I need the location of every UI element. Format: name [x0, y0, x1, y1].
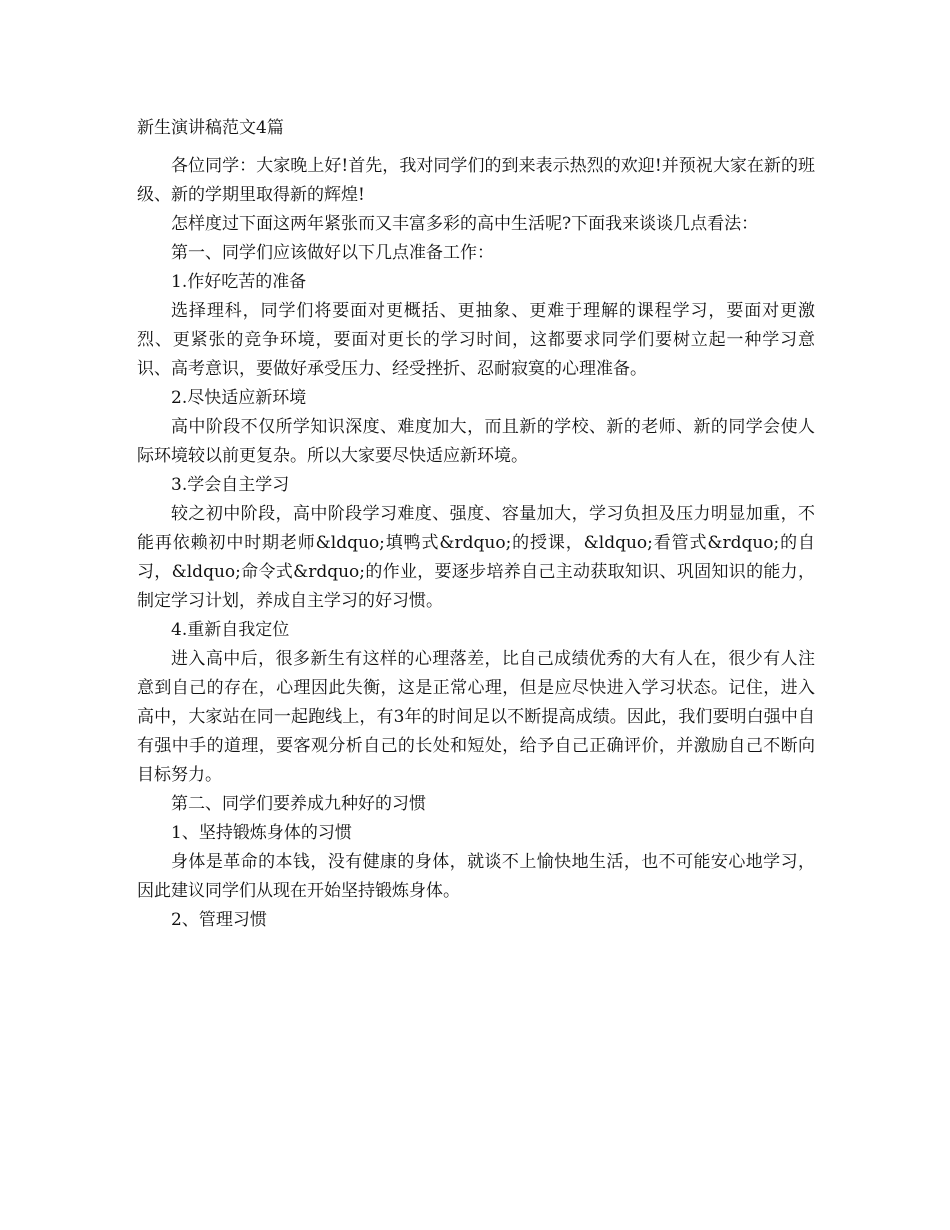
paragraph-intro: 怎样度过下面这两年紧张而又丰富多彩的高中生活呢?下面我来谈谈几点看法：: [171, 214, 759, 234]
paragraph-greeting: 各位同学：大家晚上好!首先，我对同学们的到来表示热烈的欢迎!并预祝大家在新的班级、新的学期里取得新的辉煌!: [137, 156, 815, 205]
paragraph-hardship: 选择理科，同学们将要面对更概括、更抽象、更难于理解的课程学习，要面对更激烈、更紧张的竞争环境，要面对更长的学习时间，这都要求同学们要树立起一种学习意识、高考意识，要做好承受压力、经受挫折、忍耐寂寞的心理准备。: [137, 301, 815, 379]
paragraph-self-positioning: 进入高中后，很多新生有这样的心理落差，比自己成绩优秀的大有人在，很少有人注意到自己的存在，心理因此失衡，这是正常心理，但是应尽快进入学习状态。记住，进入高中，大家站在同一起跑线上，有3年的时间足以不断提高成绩。因此，我们要明白强中自有强中手的道理，要客观分析自己的长处和短处，给予自己正确评价，并激励自己不断向目标努力。: [137, 649, 815, 785]
section-heading-preparation: 第一、同学们应该做好以下几点准备工作：: [171, 243, 494, 263]
subheading-exercise: 1、坚持锻炼身体的习惯: [171, 823, 352, 843]
section-heading-habits: 第二、同学们要养成九种好的习惯: [171, 794, 426, 814]
subheading-new-environment: 2.尽快适应新环境: [171, 388, 307, 408]
subheading-management: 2、管理习惯: [171, 910, 267, 930]
paragraph-new-environment: 高中阶段不仅所学知识深度、难度加大，而且新的学校、新的老师、新的同学会使人际环境较以前更复杂。所以大家要尽快适应新环境。: [137, 417, 815, 466]
document-title: 新生演讲稿范文4篇: [137, 118, 284, 138]
document-body: [137, 152, 815, 935]
paragraph-self-study: 较之初中阶段，高中阶段学习难度、强度、容量加大，学习负担及压力明显加重，不能再依赖初中时期老师&ldquo;填鸭式&rdquo;的授课，&ldquo;看管式&rdquo;的自习，&ldquo;命令式&rdquo;的作业，要逐步培养自己主动获取知识、巩固知识的能力，制定学习计划，养成自主学习的好习惯。: [137, 504, 815, 611]
subheading-self-positioning: 4.重新自我定位: [171, 620, 290, 640]
paragraph-exercise: 身体是革命的本钱，没有健康的身体，就谈不上愉快地生活，也不可能安心地学习，因此建议同学们从现在开始坚持锻炼身体。: [137, 852, 815, 901]
subheading-hardship: 1.作好吃苦的准备: [171, 272, 307, 292]
subheading-self-study: 3.学会自主学习: [171, 475, 290, 495]
